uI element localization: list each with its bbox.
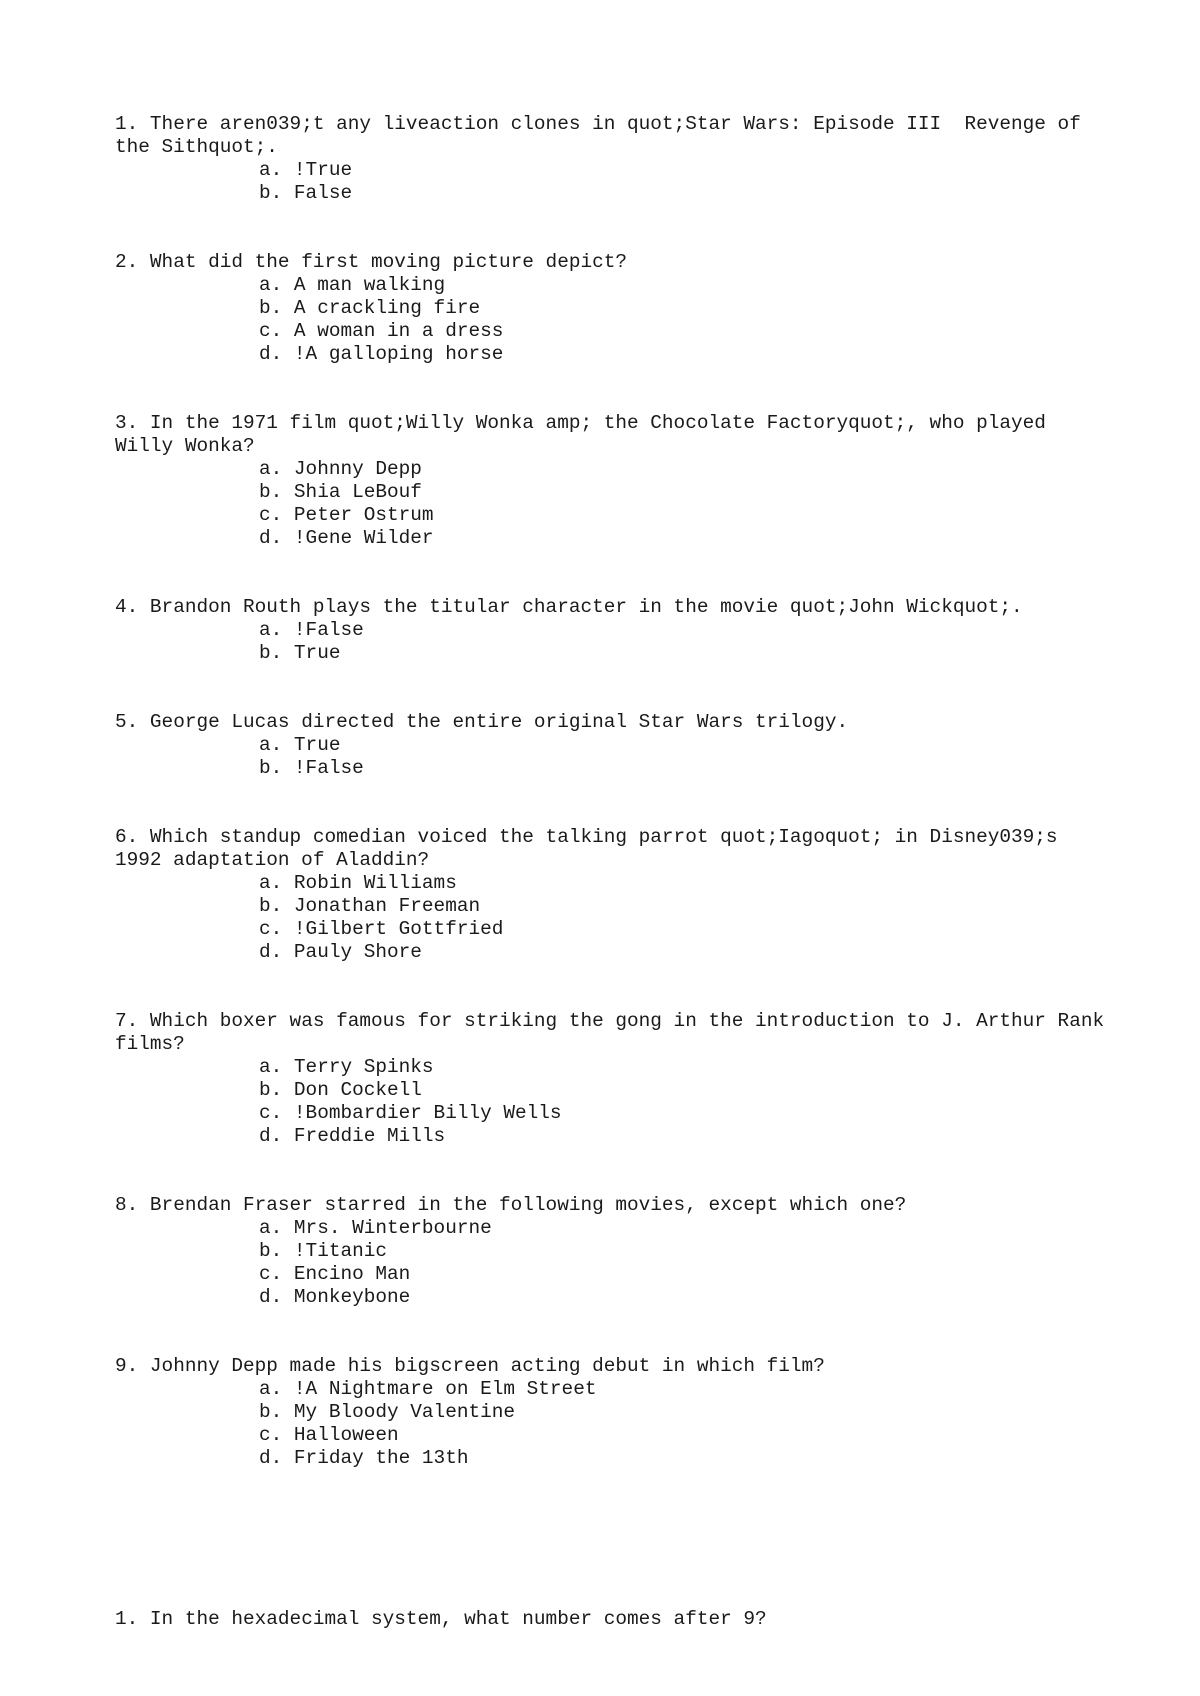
answer-option <box>115 458 1115 481</box>
answer-option <box>115 159 1115 182</box>
question-text <box>115 412 1115 458</box>
question-body: George Lucas directed the entire original Star Wars trilogy. <box>149 711 849 733</box>
option-letter: a. <box>259 458 283 480</box>
answer-option <box>115 1378 1115 1401</box>
option-letter: b. <box>259 1240 283 1262</box>
option-letter: a. <box>259 619 283 641</box>
answer-option <box>115 1056 1115 1079</box>
answer-options <box>115 274 1115 366</box>
question-body: What did the first moving picture depict? <box>149 251 628 273</box>
question-number: 3. <box>115 412 139 434</box>
option-text: A woman in a dress <box>293 320 504 342</box>
question-9 <box>115 1355 1115 1470</box>
question-body: Brendan Fraser starred in the following movies, except which one? <box>149 1194 907 1216</box>
answer-options <box>115 734 1115 780</box>
option-text: Don Cockell <box>293 1079 422 1101</box>
option-text: True <box>293 642 341 664</box>
answer-option <box>115 504 1115 527</box>
second-section-question-1 <box>115 1608 1115 1631</box>
option-text: !Gene Wilder <box>293 527 434 549</box>
answer-options <box>115 1217 1115 1309</box>
option-letter: b. <box>259 642 283 664</box>
option-letter: c. <box>259 1263 283 1285</box>
option-text: !Gilbert Gottfried <box>293 918 504 940</box>
question-text <box>115 251 1115 274</box>
answer-option <box>115 1079 1115 1102</box>
question-text <box>115 711 1115 734</box>
option-letter: b. <box>259 481 283 503</box>
question-text <box>115 113 1115 159</box>
option-letter: a. <box>259 159 283 181</box>
option-letter: b. <box>259 895 283 917</box>
option-text: Encino Man <box>293 1263 411 1285</box>
question-body: Johnny Depp made his bigscreen acting debut in which film? <box>149 1355 825 1377</box>
option-letter: a. <box>259 734 283 756</box>
answer-option <box>115 757 1115 780</box>
option-letter: d. <box>259 1447 283 1469</box>
quiz-content <box>115 113 1115 1677</box>
option-letter: a. <box>259 1378 283 1400</box>
question-5 <box>115 711 1115 780</box>
option-text: !False <box>293 619 364 641</box>
option-text: !Bombardier Billy Wells <box>293 1102 562 1124</box>
option-text: Robin Williams <box>293 872 457 894</box>
answer-options <box>115 159 1115 205</box>
option-letter: c. <box>259 320 283 342</box>
answer-options <box>115 619 1115 665</box>
option-letter: d. <box>259 343 283 365</box>
answer-option <box>115 527 1115 550</box>
question-body: In the 1971 film quot;Willy Wonka amp; the Chocolate Factoryquot;, who played Willy Wonka? <box>115 412 1058 457</box>
question-number: 8. <box>115 1194 139 1216</box>
option-text: Mrs. Winterbourne <box>293 1217 492 1239</box>
answer-option <box>115 481 1115 504</box>
option-letter: a. <box>259 274 283 296</box>
option-text: Friday the 13th <box>293 1447 469 1469</box>
question-2 <box>115 251 1115 366</box>
answer-option <box>115 1102 1115 1125</box>
answer-option <box>115 872 1115 895</box>
option-letter: a. <box>259 1056 283 1078</box>
answer-option <box>115 734 1115 757</box>
option-letter: a. <box>259 872 283 894</box>
option-letter: b. <box>259 182 283 204</box>
option-text: !A Nightmare on Elm Street <box>293 1378 597 1400</box>
option-text: !A galloping horse <box>293 343 504 365</box>
option-letter: c. <box>259 1102 283 1124</box>
answer-option <box>115 1447 1115 1470</box>
question-text <box>115 1355 1115 1378</box>
question-text <box>115 1010 1115 1056</box>
question-text <box>115 1194 1115 1217</box>
answer-option <box>115 274 1115 297</box>
question-number: 4. <box>115 596 139 618</box>
option-letter: d. <box>259 941 283 963</box>
option-letter: a. <box>259 1217 283 1239</box>
answer-option <box>115 1401 1115 1424</box>
option-letter: c. <box>259 918 283 940</box>
option-letter: d. <box>259 527 283 549</box>
answer-option <box>115 182 1115 205</box>
option-text: Jonathan Freeman <box>293 895 481 917</box>
answer-option <box>115 1263 1115 1286</box>
answer-option <box>115 1125 1115 1148</box>
answer-option <box>115 918 1115 941</box>
option-text: My Bloody Valentine <box>293 1401 516 1423</box>
answer-option <box>115 619 1115 642</box>
option-text: True <box>293 734 341 756</box>
answer-option <box>115 343 1115 366</box>
option-text: A crackling fire <box>293 297 481 319</box>
option-letter: b. <box>259 297 283 319</box>
question-text <box>115 826 1115 872</box>
question-number: 5. <box>115 711 139 733</box>
option-text: Freddie Mills <box>293 1125 446 1147</box>
answer-option <box>115 895 1115 918</box>
option-text: Terry Spinks <box>293 1056 434 1078</box>
option-text: Johnny Depp <box>293 458 422 480</box>
question-7 <box>115 1010 1115 1148</box>
answer-option <box>115 1286 1115 1309</box>
question-body: Which standup comedian voiced the talking parrot quot;Iagoquot; in Disney039;s 1992 adaptation of Aladdin? <box>115 826 1070 871</box>
answer-option <box>115 642 1115 665</box>
option-text: False <box>293 182 353 204</box>
option-letter: b. <box>259 757 283 779</box>
question-number: 7. <box>115 1010 139 1032</box>
answer-option <box>115 1240 1115 1263</box>
question-8 <box>115 1194 1115 1309</box>
option-letter: d. <box>259 1286 283 1308</box>
answer-option <box>115 1217 1115 1240</box>
option-text: !True <box>293 159 353 181</box>
question-body: Brandon Routh plays the titular character in the movie quot;John Wickquot;. <box>149 596 1023 618</box>
option-letter: c. <box>259 504 283 526</box>
answer-options <box>115 1056 1115 1148</box>
question-text <box>115 1608 1115 1631</box>
answer-options <box>115 1378 1115 1470</box>
option-text: Monkeybone <box>293 1286 411 1308</box>
option-text: !Titanic <box>293 1240 388 1262</box>
question-3 <box>115 412 1115 550</box>
question-body: Which boxer was famous for striking the gong in the introduction to J. Arthur Rank films? <box>115 1010 1116 1055</box>
question-number: 1. <box>115 113 139 135</box>
answer-option <box>115 320 1115 343</box>
option-letter: c. <box>259 1424 283 1446</box>
option-text: A man walking <box>293 274 446 296</box>
answer-options <box>115 458 1115 550</box>
option-letter: b. <box>259 1079 283 1101</box>
option-letter: d. <box>259 1125 283 1147</box>
option-text: Peter Ostrum <box>293 504 434 526</box>
question-1 <box>115 113 1115 205</box>
answer-option <box>115 297 1115 320</box>
question-4 <box>115 596 1115 665</box>
option-letter: b. <box>259 1401 283 1423</box>
question-body: There aren039;t any liveaction clones in quot;Star Wars: Episode III Revenge of the Sithquot;. <box>115 113 1093 158</box>
question-number: 9. <box>115 1355 139 1377</box>
question-number: 2. <box>115 251 139 273</box>
option-text: !False <box>293 757 364 779</box>
question-6 <box>115 826 1115 964</box>
option-text: Halloween <box>293 1424 399 1446</box>
answer-option <box>115 941 1115 964</box>
section-spacer <box>115 1516 1115 1608</box>
answer-option <box>115 1424 1115 1447</box>
question-text <box>115 596 1115 619</box>
answer-options <box>115 872 1115 964</box>
question-number: 1. <box>115 1608 139 1630</box>
option-text: Pauly Shore <box>293 941 422 963</box>
question-number: 6. <box>115 826 139 848</box>
question-body: In the hexadecimal system, what number comes after 9? <box>149 1608 767 1630</box>
option-text: Shia LeBouf <box>293 481 422 503</box>
